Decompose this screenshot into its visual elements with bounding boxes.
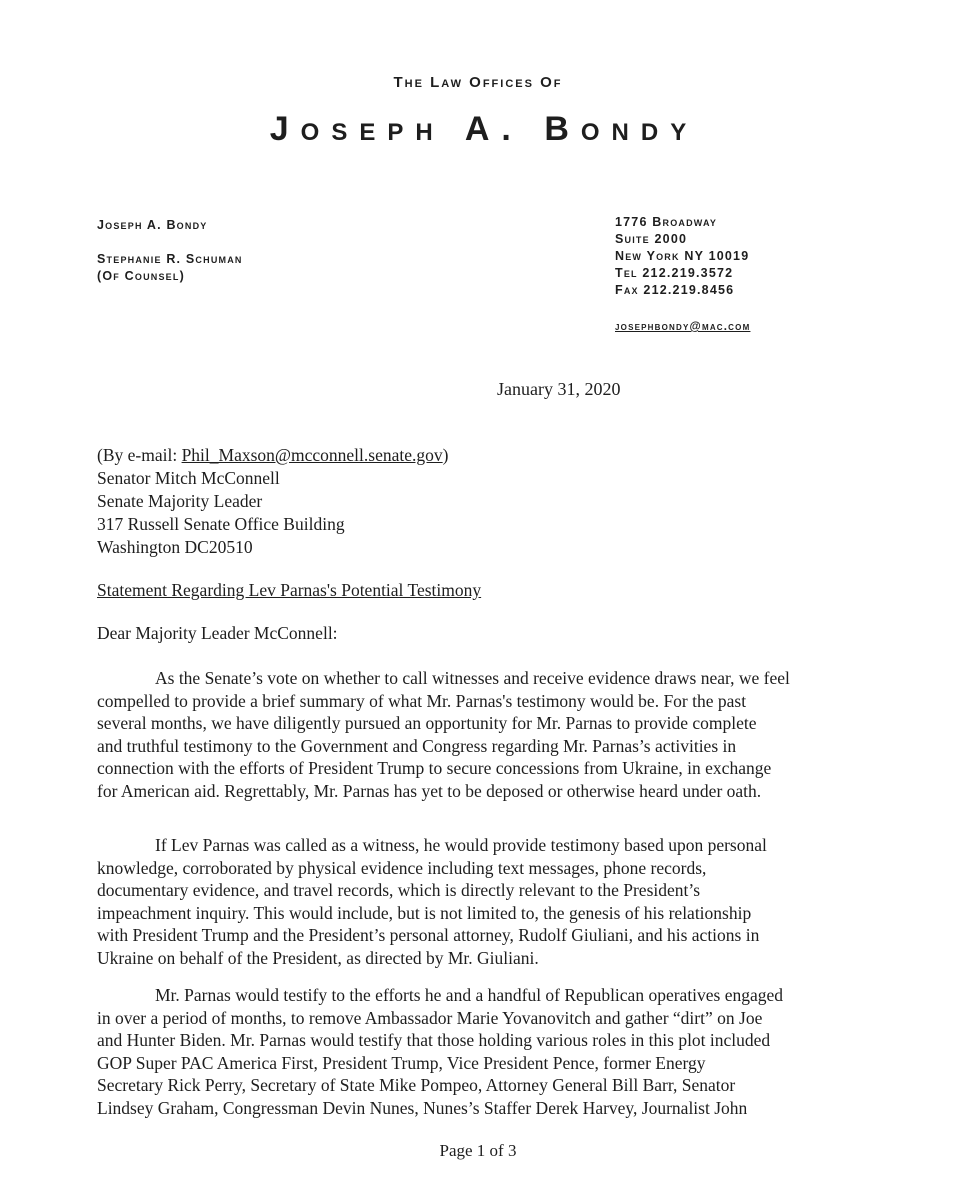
letterhead-line1: The Law Offices Of (393, 74, 563, 91)
paragraph-line: Secretary Rick Perry, Secretary of State Mike Pompeo, Attorney General Bill Barr, Senator (97, 1075, 736, 1095)
paragraph-line: Ukraine on behalf of the President, as directed by Mr. Giuliani. (97, 947, 539, 968)
letter-subject: Statement Regarding Lev Parnas's Potential Testimony (97, 580, 482, 600)
recipient-address-line2: Washington DC20510 (97, 537, 253, 557)
recipient-address-line1: 317 Russell Senate Office Building (97, 514, 345, 534)
paragraph-line: several months, we have diligently pursued an opportunity for Mr. Parnas to provide complete (97, 713, 757, 733)
paragraph-line: impeachment inquiry. This would include, but is not limited to, the genesis of his relationship (97, 902, 752, 923)
contact-email-link[interactable]: josephbondy@mac.com (615, 321, 751, 333)
paragraph-line: Lindsey Graham, Congressman Devin Nunes, Nunes’s Staffer Derek Harvey, Journalist John (97, 1097, 748, 1118)
attorney-name: Stephanie R. Schuman (97, 252, 243, 266)
contact-street: 1776 Broadway (615, 215, 718, 229)
email-suffix: ) (442, 445, 449, 465)
page-number: Page 1 of 3 (439, 1141, 517, 1160)
letter-salutation: Dear Majority Leader McConnell: (97, 623, 338, 643)
paragraph-line: documentary evidence, and travel records, which is directly relevant to the President’s (97, 880, 701, 900)
contact-city: New York NY 10019 (615, 249, 750, 263)
letter-date: January 31, 2020 (497, 379, 621, 399)
paragraph-line: with President Trump and the President’s personal attorney, Rudolf Giuliani, and his actions in (97, 925, 760, 945)
paragraph-line: compelled to provide a brief summary of what Mr. Parnas's testimony would be. For the past (97, 690, 747, 711)
recipient-email-line (97, 444, 448, 467)
paragraph-line: GOP Super PAC America First, President Trump, Vice President Pence, former Energy (97, 1052, 706, 1073)
paragraph-line: and Hunter Biden. Mr. Parnas would testify that those holding various roles in this plot included (97, 1030, 771, 1050)
paragraph-line: If Lev Parnas was called as a witness, he would provide testimony based upon personal (155, 835, 767, 855)
paragraph-line: and truthful testimony to the Government and Congress regarding Mr. Parnas’s activities in (97, 735, 737, 756)
attorney-name: Joseph A. Bondy (97, 218, 208, 232)
contact-block (615, 214, 750, 336)
letterhead-firm-name: Joseph A. Bondy (269, 110, 699, 148)
body-paragraph-2 (97, 834, 859, 969)
recipient-name: Senator Mitch McConnell (97, 468, 280, 488)
paragraph-line: Mr. Parnas would testify to the efforts he and a handful of Republican operatives engaged (155, 985, 784, 1005)
paragraph-line: connection with the efforts of President Trump to secure concessions from Ukraine, in exchange (97, 758, 772, 778)
body-paragraph-1 (97, 667, 859, 802)
paragraph-line: As the Senate’s vote on whether to call witnesses and receive evidence draws near, we feel (155, 668, 790, 688)
contact-fax: Fax 212.219.8456 (615, 283, 735, 297)
body-paragraph-3 (97, 984, 859, 1119)
paragraph-line: for American aid. Regrettably, Mr. Parnas has yet to be deposed or otherwise heard under oath. (97, 780, 762, 801)
recipient-title: Senate Majority Leader (97, 491, 263, 511)
paragraph-line: knowledge, corroborated by physical evidence including text messages, phone records, (97, 857, 707, 878)
attorney-list (97, 217, 243, 285)
attorney-role: (Of Counsel) (97, 269, 185, 283)
email-prefix: (By e-mail: (97, 445, 182, 465)
recipient-email-link[interactable]: Phil_Maxson@mcconnell.senate.gov (181, 445, 443, 465)
contact-tel: Tel 212.219.3572 (615, 266, 734, 280)
paragraph-line: in over a period of months, to remove Ambassador Marie Yovanovitch and gather “dirt” on Joe (97, 1007, 763, 1028)
contact-suite: Suite 2000 (615, 232, 688, 246)
recipient-address (97, 444, 448, 559)
